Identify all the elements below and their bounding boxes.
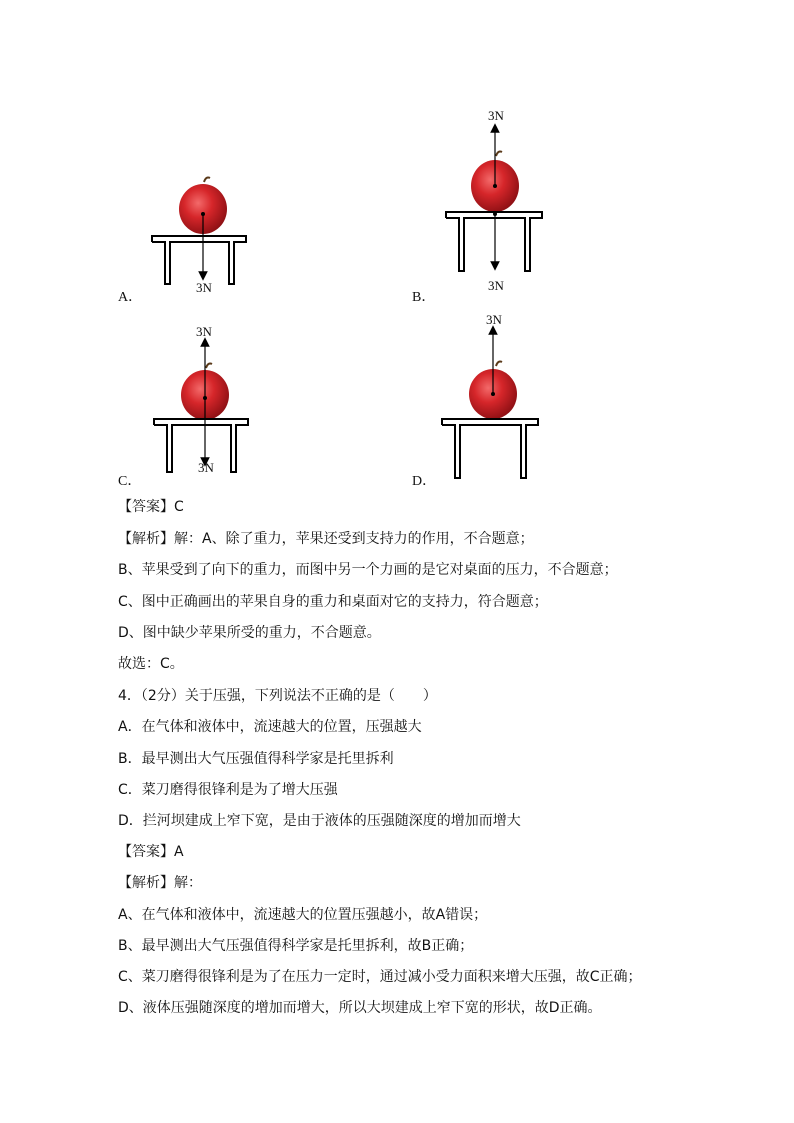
q4-explain-c: C、菜刀磨得很锋利是为了在压力一定时，通过减小受力面积来增大压强，故C正确； <box>118 969 642 985</box>
apple-on-table-a-diagram <box>118 172 258 302</box>
q4-option-d: D．拦河坝建成上窄下宽，是由于液体的压强随深度的增加而增大 <box>118 813 521 829</box>
q3-choice: 故选：C。 <box>118 656 184 672</box>
force-label-down-c: 3N <box>198 460 214 475</box>
q4-explain-d: D、液体压强随深度的增加而增大，所以大坝建成上窄下宽的形状，故D正确。 <box>118 1000 602 1016</box>
force-label-up-d: 3N <box>486 312 502 327</box>
option-letter-c: C． <box>118 474 142 489</box>
force-label-down-a: 3N <box>196 280 212 295</box>
q4-explain-b: B、最早测出大气压强值得科学家是托里拆利，故B正确； <box>118 938 474 954</box>
figure-option-b <box>410 106 560 305</box>
q3-explain-d: D、图中缺少苹果所受的重力，不合题意。 <box>118 625 381 641</box>
option-letter-b: B． <box>412 290 436 305</box>
force-label-down-b: 3N <box>488 278 504 293</box>
apple-on-table-d-diagram <box>410 310 560 488</box>
q4-answer: 【答案】A <box>118 844 184 860</box>
q4-option-b: B．最早测出大气压强值得科学家是托里拆利 <box>118 751 394 767</box>
apple-on-table-c-diagram <box>118 322 268 488</box>
q3-answer: 【答案】C <box>118 499 184 515</box>
option-letter-a: A． <box>118 290 143 305</box>
option-letter-d: D． <box>412 474 437 489</box>
figure-option-c <box>118 322 268 488</box>
figure-option-a <box>118 172 258 305</box>
q4-stem: 4．（2分）关于压强，下列说法不正确的是（ ） <box>118 688 437 704</box>
force-label-up-c: 3N <box>196 324 212 339</box>
q4-explain-a: A、在气体和液体中，流速越大的位置压强越小，故A错误； <box>118 907 488 923</box>
q4-option-a: A．在气体和液体中，流速越大的位置，压强越大 <box>118 719 422 735</box>
q3-analysis: 【解析】解：A、除了重力，苹果还受到支持力的作用，不合题意； <box>118 531 534 547</box>
q4-option-c: C．菜刀磨得很锋利是为了增大压强 <box>118 782 338 798</box>
figure-option-d <box>410 310 560 488</box>
force-label-up-b: 3N <box>488 108 504 123</box>
q3-explain-b: B、苹果受到了向下的重力，而图中另一个力画的是它对桌面的压力，不合题意； <box>118 562 618 578</box>
apple-on-table-b-diagram <box>410 106 560 302</box>
q4-analysis: 【解析】解： <box>118 875 202 891</box>
q3-explain-c: C、图中正确画出的苹果自身的重力和桌面对它的支持力，符合题意； <box>118 594 548 610</box>
